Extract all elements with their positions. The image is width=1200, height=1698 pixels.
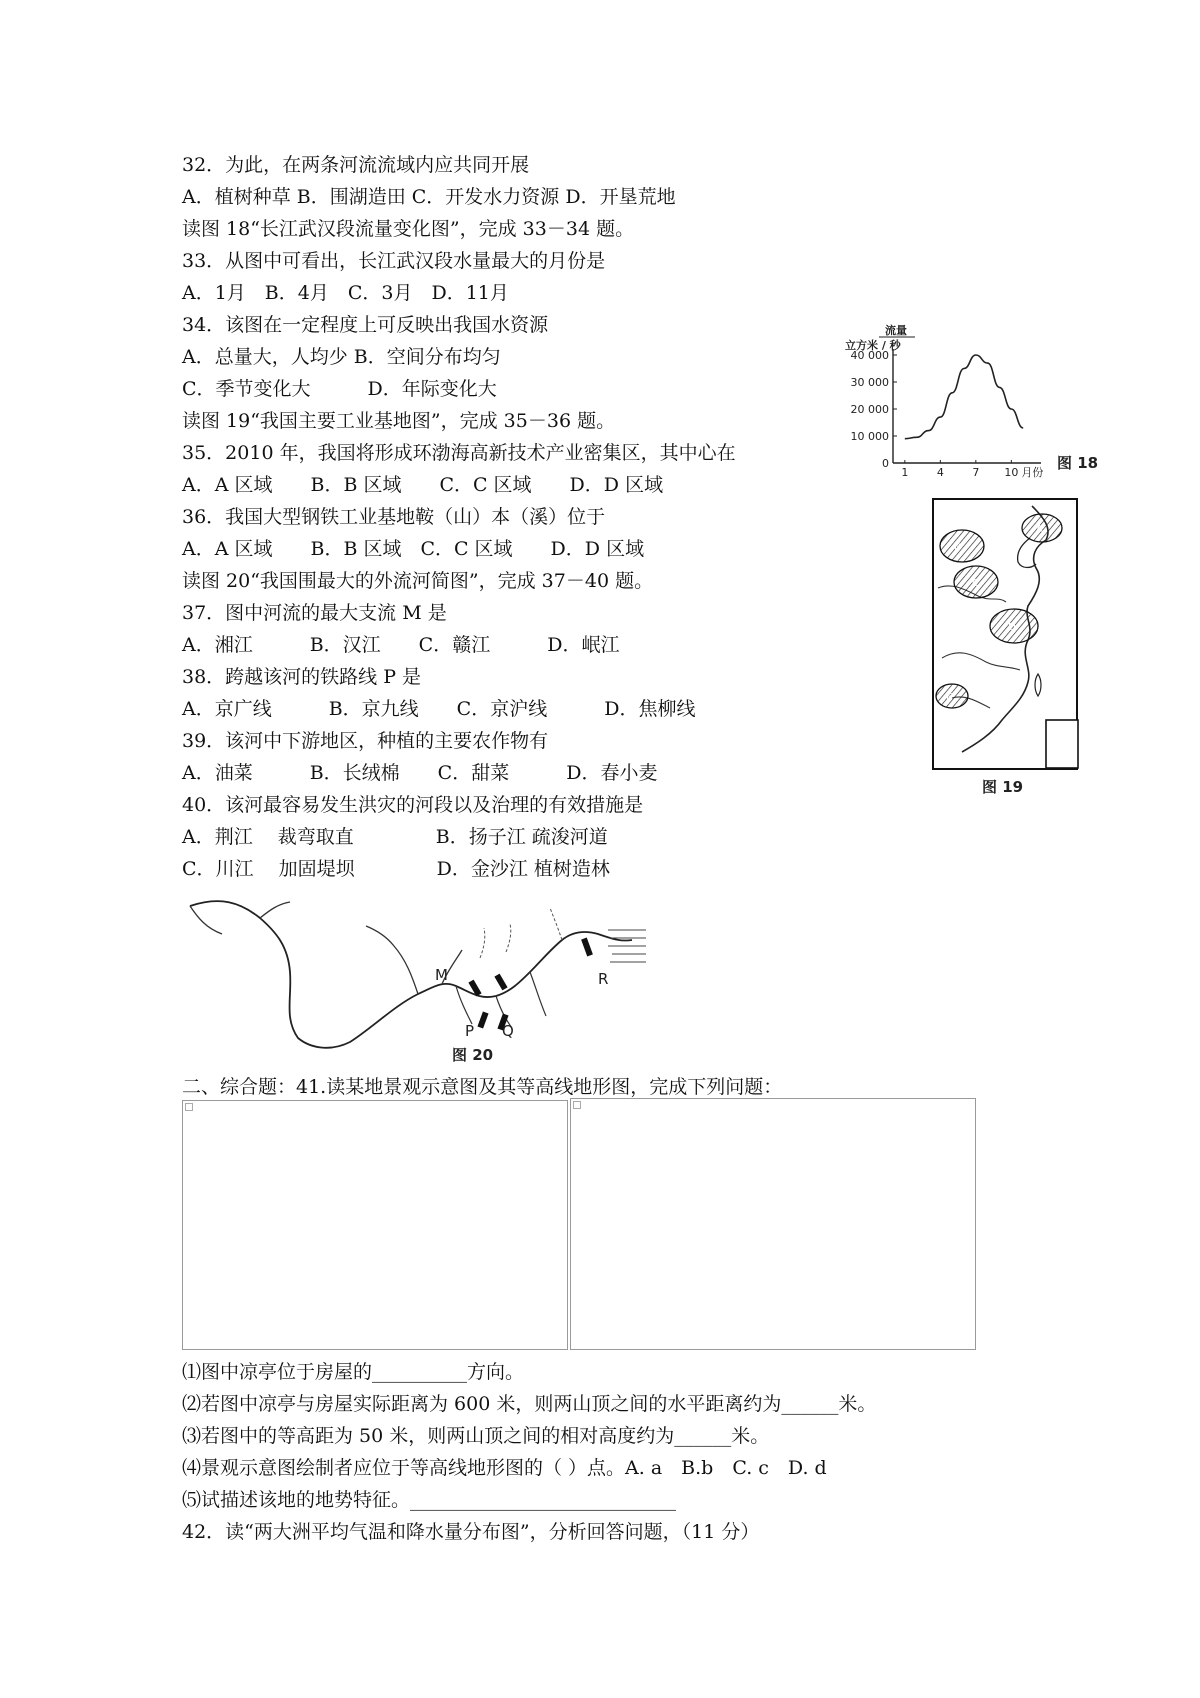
- fig18-unit: 立方米 / 秒: [845, 339, 901, 352]
- fig18-x-tick-label: 10: [1004, 466, 1019, 479]
- fig18-y-tick-label: 10 000: [850, 430, 889, 443]
- fig19-label-b: B: [954, 542, 961, 553]
- question-35: 35．2010 年，我国将形成环渤海高新技术产业密集区，其中心在: [182, 442, 736, 464]
- fig18-unit-title: 流量: [885, 324, 907, 337]
- fig20-label-r: R: [598, 970, 609, 988]
- fig18-x-tick-label: 7: [972, 466, 980, 479]
- fig19-label-d: D: [1008, 622, 1016, 633]
- fig18-chart: [835, 323, 1105, 483]
- figure-18: [835, 323, 1105, 483]
- fig19-label-c: C: [972, 578, 979, 589]
- options-35: A．A 区域 B．B 区域 C．C 区域 D．D 区域: [182, 474, 664, 496]
- fig20-caption: 图 20: [452, 1046, 494, 1064]
- options-40-cd: C．川江 加固堤坝 D．金沙江 植树造林: [182, 858, 610, 880]
- fig18-y-tick-label: 30 000: [850, 376, 889, 389]
- figure-19: [932, 498, 1080, 798]
- fig19-region-b: [940, 530, 984, 562]
- question-41-2: ⑵若图中凉亭与房屋实际距离为 600 米，则两山顶之间的水平距离约为______米。: [182, 1393, 877, 1415]
- fig20-upper-branch: [190, 902, 290, 934]
- question-42: 42．读“两大洲平均气温和降水量分布图”，分析回答问题，（11 分）: [182, 1521, 760, 1543]
- read-fig18-instruction: 读图 18“长江武汉段流量变化图”，完成 33－34 题。: [182, 218, 635, 240]
- fig19-caption: 图 19: [982, 778, 1024, 796]
- fig18-x-unit: 月份: [1021, 466, 1044, 479]
- question-37: 37．图中河流的最大支流 M 是: [182, 602, 447, 624]
- fig18-y-tick-label: 20 000: [850, 403, 889, 416]
- read-fig19-instruction: 读图 19“我国主要工业基地图”，完成 35－36 题。: [182, 410, 616, 432]
- options-34-ab: A．总量大，人均少 B．空间分布均匀: [182, 346, 501, 368]
- fig20-bridge-2: [494, 974, 507, 991]
- question-39: 39．该河中下游地区，种植的主要农作物有: [182, 730, 549, 752]
- broken-image-icon: [573, 1101, 581, 1109]
- fig19-inset: [1046, 720, 1078, 768]
- options-40-ab: A．荆江 裁弯取直 B．扬子江 疏浚河道: [182, 826, 608, 848]
- fig20-bridge-p: [477, 1011, 488, 1028]
- fig18-x-tick-label: 1: [901, 466, 909, 479]
- question-36: 36．我国大型钢铁工业基地鞍（山）本（溪）位于: [182, 506, 606, 528]
- fig19-label-a: A: [1036, 524, 1043, 535]
- fig18-flow-line: [905, 355, 1023, 439]
- fig19-map: [932, 498, 1080, 798]
- options-39: A．油菜 B．长绒棉 C．甜菜 D．春小麦: [182, 762, 658, 784]
- broken-image-icon: [185, 1103, 193, 1111]
- landscape-image-placeholder: [182, 1100, 568, 1350]
- fig18-x-tick-label: 4: [936, 466, 944, 479]
- question-41-3: ⑶若图中的等高距为 50 米，则两山顶之间的相对高度约为______米。: [182, 1425, 770, 1447]
- options-37: A．湘江 B．汉江 C．赣江 D．岷江: [182, 634, 620, 656]
- contour-map-placeholder: [570, 1098, 976, 1350]
- fig20-label-q: Q: [502, 1022, 514, 1040]
- fig20-label-p: P: [465, 1022, 475, 1040]
- fig18-caption: 图 18: [1057, 454, 1099, 472]
- question-41-4: ⑷景观示意图绘制者应位于等高线地形图的（ ）点。A. a B.b C. c D. d: [182, 1457, 827, 1479]
- figure-20: [180, 888, 650, 1066]
- fig20-sea: [608, 930, 646, 962]
- fig19-label-e: E: [946, 692, 953, 703]
- fig20-bridge-1: [468, 980, 481, 997]
- question-38: 38．跨越该河的铁路线 P 是: [182, 666, 422, 688]
- options-34-cd: C．季节变化大 D．年际变化大: [182, 378, 497, 400]
- options-36: A．A 区域 B．B 区域 C．C 区域 D．D 区域: [182, 538, 645, 560]
- question-40: 40．该河最容易发生洪灾的河段以及治理的有效措施是: [182, 794, 644, 816]
- question-34: 34．该图在一定程度上可反映出我国水资源: [182, 314, 549, 336]
- question-41-1: ⑴图中凉亭位于房屋的__________方向。: [182, 1361, 525, 1383]
- question-41-5: ⑸试描述该地的地势特征。____________________________: [182, 1489, 677, 1511]
- fig18-y-tick-label: 40 000: [850, 349, 889, 362]
- fig20-map: [180, 888, 650, 1066]
- options-38: A．京广线 B．京九线 C．京沪线 D．焦柳线: [182, 698, 696, 720]
- options-33: A．1月 B．4月 C．3月 D．11月: [182, 282, 509, 304]
- fig20-bridge-r: [581, 938, 593, 957]
- question-32: 32．为此，在两条河流流域内应共同开展: [182, 154, 530, 176]
- question-33: 33．从图中可看出，长江武汉段水量最大的月份是: [182, 250, 606, 272]
- read-fig20-instruction: 读图 20“我国围最大的外流河简图”，完成 37－40 题。: [182, 570, 654, 592]
- fig18-y-tick-label: 0: [882, 457, 889, 470]
- options-32: A．植树种草 B．围湖造田 C．开发水力资源 D．开垦荒地: [182, 186, 676, 208]
- fig20-label-m: M: [435, 966, 448, 984]
- section2-title: 二、综合题：41.读某地景观示意图及其等高线地形图，完成下列问题：: [182, 1076, 783, 1098]
